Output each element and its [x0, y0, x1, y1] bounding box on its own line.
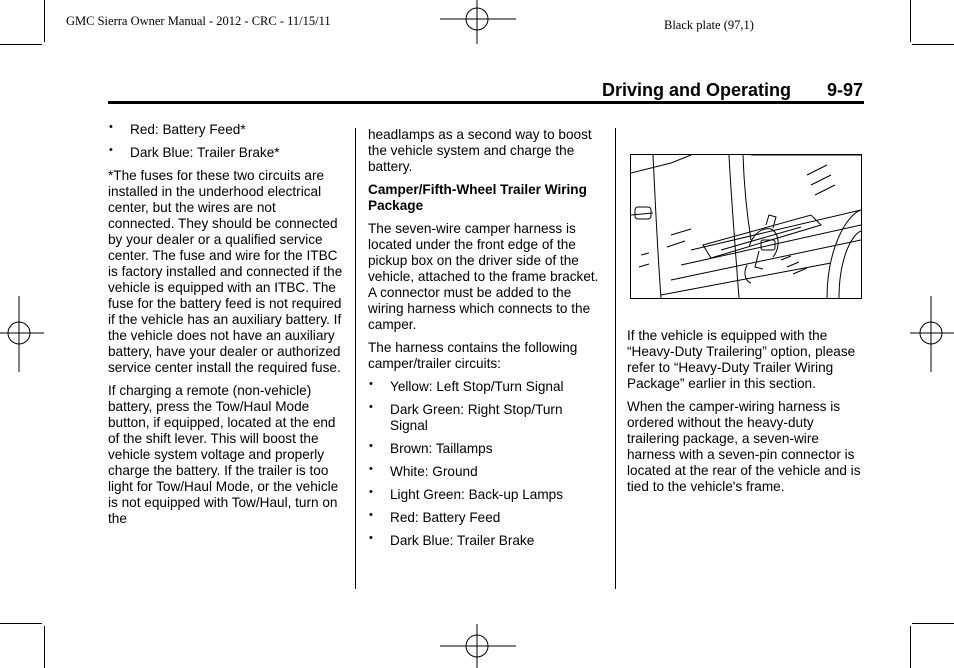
list-item: • Dark Green: Right Stop/Turn Signal — [368, 402, 604, 434]
list-item: • Yellow: Left Stop/Turn Signal — [368, 379, 604, 395]
subheading: Camper/Fifth-Wheel Trailer Wiring Package — [368, 182, 587, 213]
truck-side-drawing — [631, 155, 861, 298]
header-rule — [108, 101, 864, 104]
list-item: • Dark Blue: Trailer Brake* — [108, 145, 344, 161]
camper-harness-illustration — [630, 154, 862, 299]
paragraph: If charging a remote (non-vehicle) battery, press the Tow/Haul Mode button, if equipped, located at the end of the shift lever. This will boost the vehicle system voltage and properly charge the battery. If the trailer is too light for Tow/Haul Mode, or the vehicle is not equipped with Tow/Haul, turn on the — [108, 383, 339, 526]
paragraph: *The fuses for these two circuits are installed in the underhood electrical center, but the wires are not connected. They should be connected by your dealer or a qualified service center. The fuse and wire for the ITBC is factory installed and connected if the vehicle is equipped with an ITBC. The fuse for the battery feed is not required if the vehicle has an auxiliary battery. If the vehicle does not have an auxiliary battery, have your dealer or authorized service center install the required fuse. — [108, 168, 343, 375]
bullet-list — [368, 379, 604, 549]
paragraph: The harness contains the following camper/trailer circuits: — [368, 340, 578, 371]
bullet-list — [108, 122, 344, 161]
registration-mark-bottom — [440, 624, 516, 668]
column-1 — [108, 122, 344, 534]
registration-mark-right — [910, 296, 954, 372]
slug-right: Black plate (97,1) — [664, 18, 754, 32]
column-divider — [355, 128, 356, 589]
column-divider — [615, 128, 616, 589]
list-item: • Light Green: Back-up Lamps — [368, 487, 604, 503]
crop-mark — [0, 623, 42, 624]
crop-mark — [912, 623, 954, 624]
crop-mark — [910, 626, 911, 668]
paragraph: If the vehicle is equipped with the “Heavy-Duty Trailering” option, please refer to “Heavy-Duty Trailer Wiring Package” earlier in this section. — [627, 328, 856, 391]
paragraph: The seven-wire camper harness is located under the front edge of the pickup box on the driver side of the vehicle, attached to the frame bracket. A connector must be added to the wiring harness which connects to the camper. — [368, 221, 599, 332]
crop-mark — [44, 626, 45, 668]
list-item: • Red: Battery Feed* — [108, 122, 344, 138]
crop-mark — [912, 44, 954, 45]
list-item: • Dark Blue: Trailer Brake — [368, 533, 604, 549]
page-number: 9-97 — [826, 80, 863, 100]
crop-mark — [910, 0, 911, 42]
column-2 — [368, 127, 604, 556]
crop-mark — [0, 44, 42, 45]
registration-mark-left — [0, 296, 44, 372]
registration-mark-top — [440, 0, 516, 44]
paragraph: headlamps as a second way to boost the vehicle system and charge the battery. — [368, 127, 592, 174]
crop-mark — [44, 0, 45, 42]
list-item: • Red: Battery Feed — [368, 510, 604, 526]
slug-left: GMC Sierra Owner Manual - 2012 - CRC - 11/15/11 — [66, 14, 331, 28]
list-item: • White: Ground — [368, 464, 604, 480]
paragraph: When the camper-wiring harness is ordered without the heavy-duty trailering package, a seven-wire harness with a seven-pin connector is located at the rear of the vehicle and is tied to the vehicle's frame. — [627, 399, 861, 494]
list-item: • Brown: Taillamps — [368, 441, 604, 457]
section-title: Driving and Operating — [602, 80, 792, 100]
column-3 — [627, 328, 863, 502]
